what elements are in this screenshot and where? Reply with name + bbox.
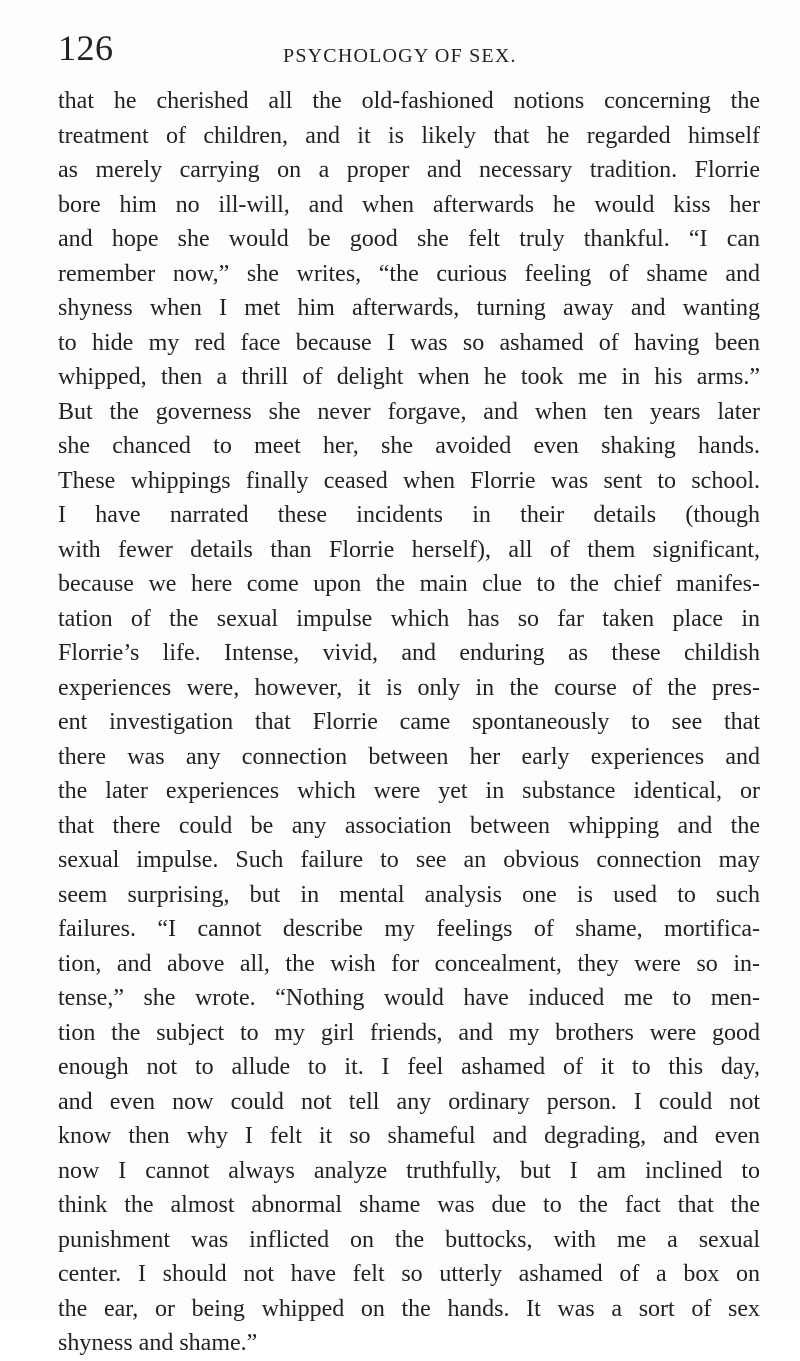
text-line: enough not to allude to it. I feel ashamed of it to this day, [58,1054,760,1080]
running-head: PSYCHOLOGY OF SEX. [283,45,517,67]
page-number: 126 [58,28,114,68]
text-line: that there could be any association between whipping and the [58,812,760,839]
text-line: the ear, or being whipped on the hands. It was a sort of sex [58,1295,760,1322]
text-line: ent investigation that Florrie came spontaneously to see that [58,709,760,735]
text-line: seem surprising, but in mental analysis one is used to such [58,881,760,908]
text-line: experiences were, however, it is only in the course of the pres- [58,674,760,701]
text-line: failures. “I cannot describe my feelings of shame, mortifica- [58,916,760,942]
text-line: because we here come upon the main clue to the chief manifes- [58,571,760,597]
text-line: as merely carrying on a proper and necessary tradition. Florrie [58,157,760,183]
text-line: punishment was inflicted on the buttocks, with me a sexual [58,1226,760,1253]
text-line: know then why I felt it so shameful and degrading, and even [58,1123,760,1149]
body-text [58,84,760,1361]
text-line: and even now could not tell any ordinary person. I could not [58,1088,760,1115]
text-line: tion, and above all, the wish for concealment, they were so in- [58,950,760,977]
text-line: center. I should not have felt so utterly ashamed of a box on [58,1261,760,1287]
text-line: tion the subject to my girl friends, and my brothers were good [58,1019,760,1046]
text-line: and hope she would be good she felt truly thankful. “I can [58,226,760,252]
page-header [58,28,758,78]
text-line: she chanced to meet her, she avoided even shaking hands. [58,433,760,459]
text-line: sexual impulse. Such failure to see an obvious connection may [58,847,760,873]
text-line: tation of the sexual impulse which has so far taken place in [58,605,760,632]
text-line: now I cannot always analyze truthfully, but I am inclined to [58,1157,760,1184]
text-line: tense,” she wrote. “Nothing would have induced me to men- [58,985,760,1011]
text-line: But the governess she never forgave, and when ten years later [58,398,760,425]
text-line: bore him no ill-will, and when afterwards he would kiss her [58,191,760,218]
text-line: there was any connection between her early experiences and [58,743,760,770]
text-line: with fewer details than Florrie herself), all of them significant, [58,536,760,563]
text-line: think the almost abnormal shame was due to the fact that the [58,1192,760,1218]
text-line: These whippings finally ceased when Florrie was sent to school. [58,467,760,494]
text-line: to hide my red face because I was so ashamed of having been [58,329,760,356]
text-line: that he cherished all the old-fashioned notions concerning the [58,88,760,114]
text-line: shyness when I met him afterwards, turning away and wanting [58,295,760,321]
text-line: Florrie’s life. Intense, vivid, and enduring as these childish [58,640,760,666]
text-line: remember now,” she writes, “the curious feeling of shame and [58,260,760,287]
text-line: I have narrated these incidents in their details (though [58,502,760,528]
text-line: whipped, then a thrill of delight when he took me in his arms.” [58,364,760,390]
text-line: treatment of children, and it is likely that he regarded himself [58,122,760,149]
text-line: shyness and shame.” [58,1330,258,1356]
text-line: the later experiences which were yet in substance identical, or [58,778,760,804]
